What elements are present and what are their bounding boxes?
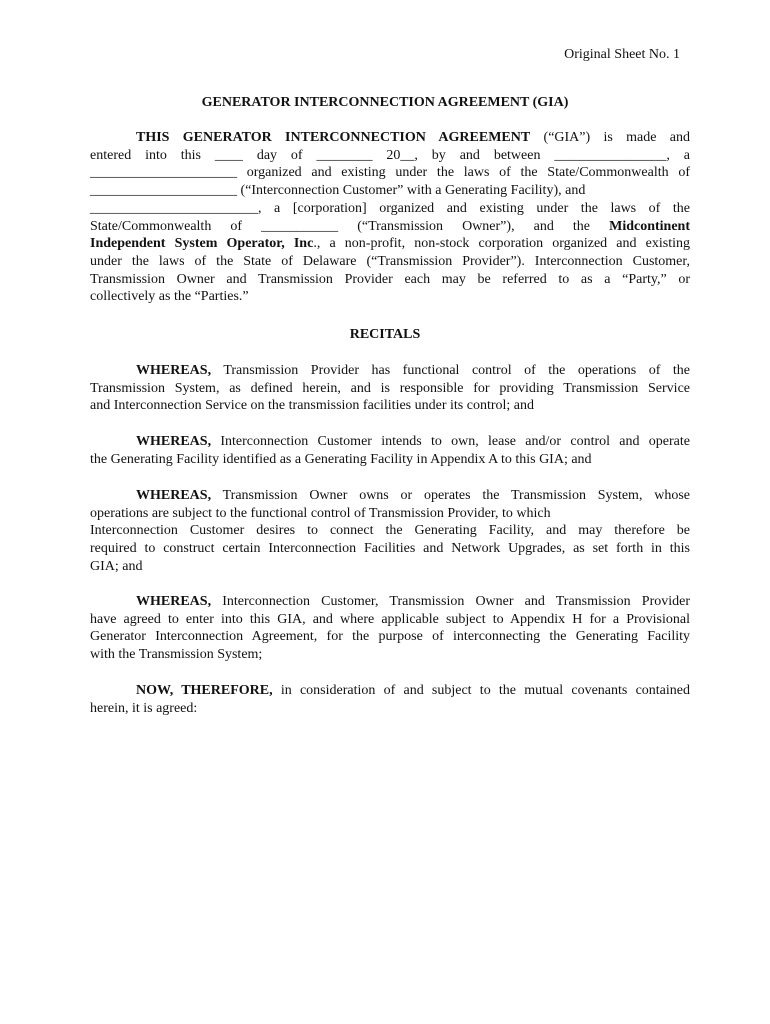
intro-line-10: collectively as the “Parties.”: [90, 289, 249, 305]
sheet-number: Original Sheet No. 1: [564, 47, 680, 62]
intro-line-7-rest: ., a non-profit, non-stock corporation organized and existing: [313, 236, 690, 252]
intro-party-name-2: Independent System Operator, Inc: [90, 236, 314, 252]
whereas-3-line-1: [90, 487, 690, 505]
whereas-4-line-1-rest: Interconnection Customer, Transmission Owner and Transmission Provider: [211, 594, 690, 609]
intro-line-1: [90, 129, 690, 147]
whereas-3-line-2: operations are subject to the functional control of Transmission Provider, to which: [90, 505, 551, 521]
intro-lead-bold: THIS GENERATOR INTERCONNECTION AGREEMENT: [136, 130, 531, 145]
intro-line-6-pre: State/Commonwealth of ___________ (“Transmission Owner”), and the: [90, 218, 610, 234]
whereas-paragraph-4: [90, 593, 690, 664]
whereas-label: WHEREAS,: [136, 594, 212, 609]
intro-paragraph: [90, 129, 690, 306]
intro-line-5: ________________________, a [corporation] organized and existing under the laws of the: [90, 200, 690, 216]
whereas-paragraph-3: [90, 487, 690, 576]
whereas-2-line-1: [90, 433, 690, 451]
whereas-paragraph-2: [90, 433, 690, 468]
whereas-1-line-2: Transmission System, as defined herein, and is responsible for providing Transmission Service: [90, 380, 690, 396]
intro-line-6: [90, 218, 690, 236]
conclusion-line-2: herein, it is agreed:: [90, 700, 198, 716]
intro-line-8: under the laws of the State of Delaware (“Transmission Provider”). Interconnection Customer,: [90, 253, 690, 269]
conclusion-paragraph: [90, 682, 690, 717]
whereas-4-line-4: with the Transmission System;: [90, 647, 263, 663]
whereas-label: WHEREAS,: [136, 363, 212, 378]
whereas-4-line-1: [90, 593, 690, 611]
whereas-label: WHEREAS,: [136, 434, 212, 449]
whereas-4-line-2: have agreed to enter into this GIA, and where applicable subject to Appendix H for a Provisional: [90, 611, 690, 627]
whereas-1-line-1: [90, 362, 690, 380]
intro-line-4: _____________________ (“Interconnection Customer” with a Generating Facility), and: [90, 183, 586, 199]
whereas-3-line-3: Interconnection Customer desires to connect the Generating Facility, and may therefore be: [90, 523, 690, 539]
intro-line-7: [90, 235, 690, 253]
document-title: GENERATOR INTERCONNECTION AGREEMENT (GIA): [201, 95, 569, 110]
intro-party-name-1: Midcontinent: [609, 218, 690, 234]
whereas-3-line-1-rest: Transmission Owner owns or operates the Transmission System, whose: [211, 488, 690, 503]
whereas-4-line-3: Generator Interconnection Agreement, for the purpose of interconnecting the Generating Facility: [90, 629, 690, 645]
whereas-2-line-2: the Generating Facility identified as a Generating Facility in Appendix A to this GIA; and: [90, 451, 592, 467]
intro-line-1-rest: (“GIA”) is made and: [530, 130, 691, 145]
whereas-2-line-1-rest: Interconnection Customer intends to own, lease and/or control and operate: [211, 434, 690, 449]
whereas-3-line-5: GIA; and: [90, 558, 143, 574]
intro-line-2: entered into this ____ day of ________ 20__, by and between ________________, a: [90, 147, 690, 163]
recitals-heading: RECITALS: [349, 327, 421, 342]
whereas-1-line-1-rest: Transmission Provider has functional control of the operations of the: [211, 363, 690, 378]
conclusion-line-1: [90, 682, 690, 700]
whereas-1-line-3: and Interconnection Service on the transmission facilities under its control; and: [90, 398, 534, 414]
conclusion-label: NOW, THEREFORE,: [136, 683, 273, 698]
whereas-label: WHEREAS,: [136, 488, 212, 503]
whereas-3-line-4: required to construct certain Interconnection Facilities and Network Upgrades, as set forth in this: [90, 541, 690, 557]
whereas-paragraph-1: [90, 362, 690, 415]
intro-line-3: _____________________ organized and existing under the laws of the State/Commonwealth of: [90, 165, 690, 181]
conclusion-line-1-rest: in consideration of and subject to the mutual covenants contained: [272, 683, 690, 698]
intro-line-9: Transmission Owner and Transmission Provider each may be referred to as a “Party,” or: [90, 271, 690, 287]
